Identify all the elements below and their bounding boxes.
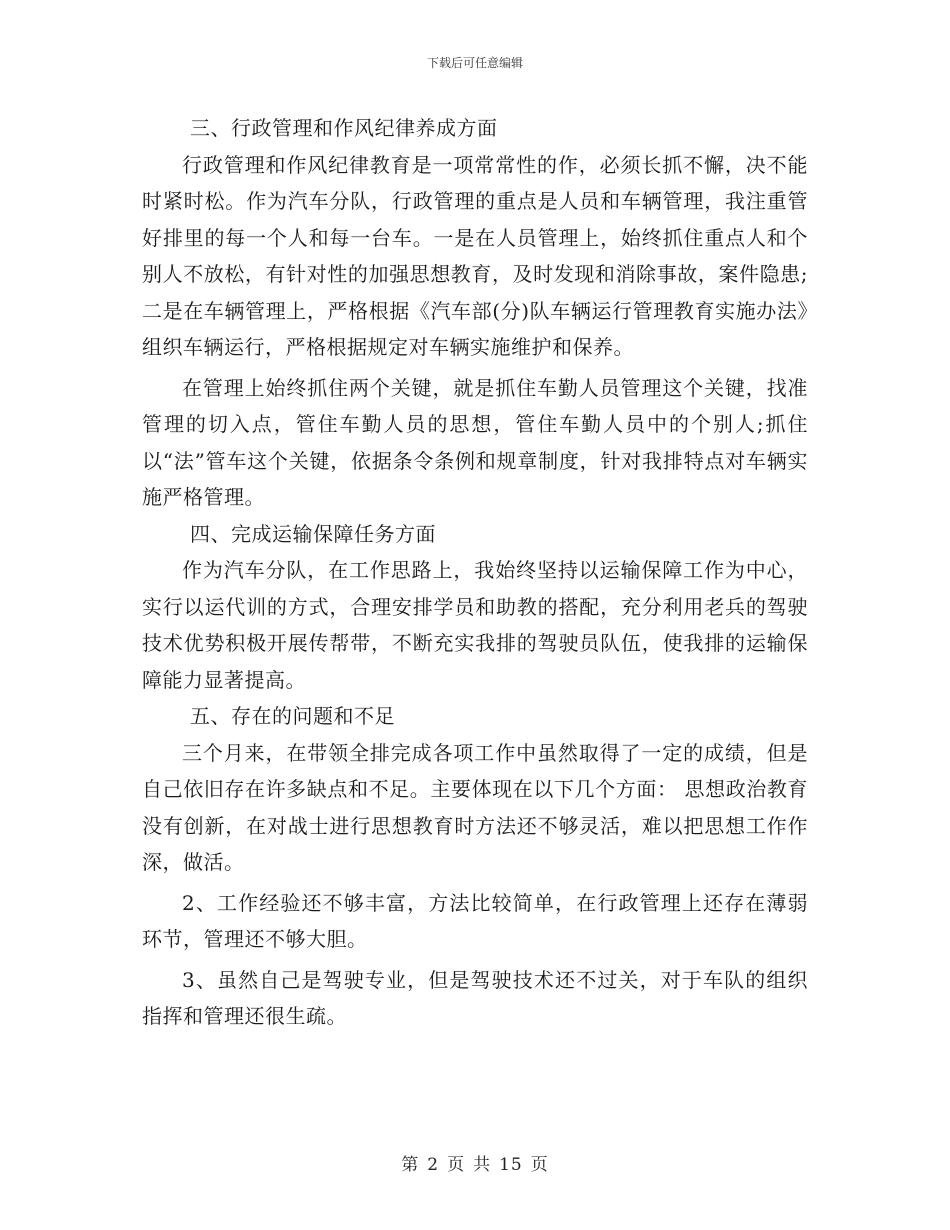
section-heading-4: 四、完成运输保障任务方面 — [190, 521, 436, 546]
footer-prefix: 第 — [401, 1155, 420, 1175]
current-page-number: 2 — [427, 1155, 440, 1175]
footer-page-label: 页 — [447, 1155, 466, 1175]
document-body — [142, 110, 808, 1035]
paragraph: 行政管理和作风纪律教育是一项常常性的作，必须长抓不懈，决不能时紧时松。作为汽车分队，行政管理的重点是人员和车辆管理，我注重管好排里的每一个人和每一台车。一是在人员管理上，始终抓住重点人和个别人不放松，有针对性的加强思想教育，及时发现和消除事故，案件隐患;二是在车辆管理上，严格根据《汽车部(分)队车辆运行管理教育实施办法》组织车辆运行，严格根据规定对车辆实施维护和保养。 — [142, 152, 808, 359]
section-heading-5: 五、存在的问题和不足 — [190, 704, 395, 728]
footer-total-label: 共 — [473, 1155, 492, 1175]
paragraph: 作为汽车分队，在工作思路上，我始终坚持以运输保障工作为中心，实行以运代训的方式，合理安排学员和助教的搭配，充分利用老兵的驾驶技术优势积极开展传帮带，不断充实我排的驾驶员队伍，使我排的运输保障能力显著提高。 — [142, 558, 808, 692]
total-page-count: 15 — [499, 1155, 523, 1175]
paragraph: 3、虽然自己是驾驶专业，但是驾驶技术还不过关，对于车队的组织指挥和管理还很生疏。 — [142, 967, 808, 1028]
section-heading-3: 三、行政管理和作风纪律养成方面 — [190, 116, 498, 140]
paragraph: 三个月来，在带领全排完成各项工作中虽然取得了一定的成绩，但是自己依旧存在许多缺点和不足。主要体现在以下几个方面： 思想政治教育没有创新，在对战士进行思想教育时方法还不够灵活，难以把思想工作作深，做活。 — [142, 740, 808, 874]
page-number-footer — [0, 1150, 950, 1175]
paragraph: 2、工作经验还不够丰富，方法比较简单，在行政管理上还存在薄弱环节，管理还不够大胆。 — [142, 890, 808, 951]
footer-suffix: 页 — [530, 1155, 549, 1175]
paragraph: 在管理上始终抓住两个关键，就是抓住车勤人员管理这个关键，找准管理的切入点，管住车勤人员的思想，管住车勤人员中的个别人;抓住以“法”管车这个关键，依据条令条例和规章制度，针对我排特点对车辆实施严格管理。 — [142, 375, 808, 509]
header-note: 下载后可任意编辑 — [426, 56, 523, 70]
